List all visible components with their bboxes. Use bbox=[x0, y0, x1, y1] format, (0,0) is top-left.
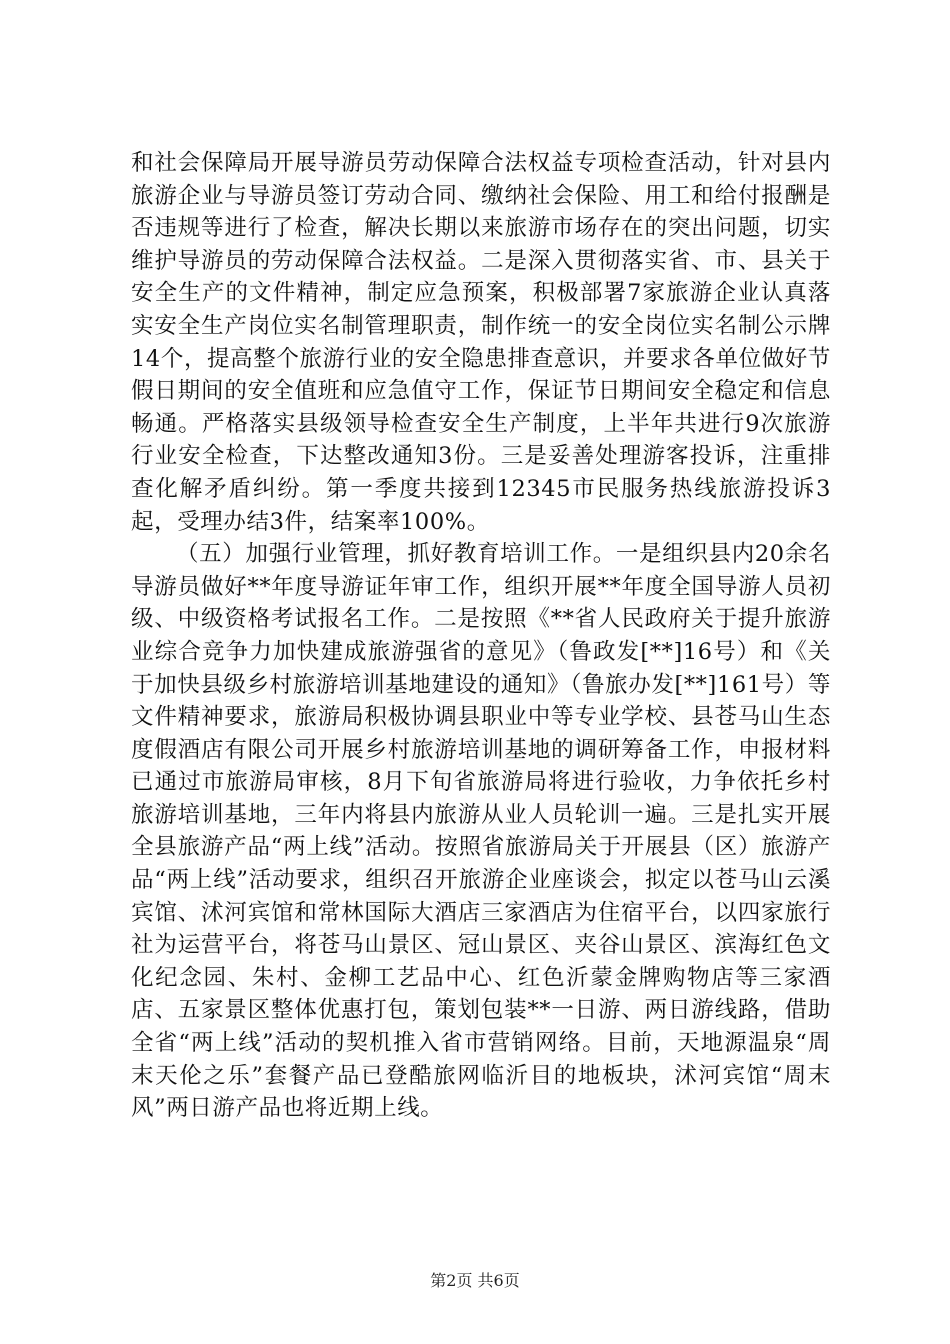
document-body bbox=[131, 147, 831, 1125]
paragraph-1: 和社会保障局开展导游员劳动保障合法权益专项检查活动，针对县内旅游企业与导游员签订劳动合同、缴纳社会保险、用工和给付报酬是否违规等进行了检查，解决长期以来旅游市场存在的突出问题，切实维护导游员的劳动保障合法权益。二是深入贯彻落实省、市、县关于安全生产的文件精神，制定应急预案，积极部署7家旅游企业认真落实安全生产岗位实名制管理职责，制作统一的安全岗位实名制公示牌14个，提高整个旅游行业的安全隐患排查意识，并要求各单位做好节假日期间的安全值班和应急值守工作，保证节日期间安全稳定和信息畅通。严格落实县级领导检查安全生产制度，上半年共进行9次旅游行业安全检查，下达整改通知3份。三是妥善处理游客投诉，注重排查化解矛盾纠纷。第一季度共接到12345市民服务热线旅游投诉3起，受理办结3件，结案率100%。 bbox=[131, 150, 831, 535]
paragraph-2: （五）加强行业管理，抓好教育培训工作。一是组织县内20余名导游员做好**年度导游证年审工作，组织开展**年度全国导游人员初级、中级资格考试报名工作。二是按照《**省人民政府关于提升旅游业综合竞争力加快建成旅游强省的意见》（鲁政发[**]16号）和《关于加快县级乡村旅游培训基地建设的通知》（鲁旅办发[**]161号）等文件精神要求，旅游局积极协调县职业中等专业学校、县苍马山生态度假酒店有限公司开展乡村旅游培训基地的调研筹备工作，申报材料已通过市旅游局审核，8月下旬省旅游局将进行验收，力争依托乡村旅游培训基地，三年内将县内旅游从业人员轮训一遍。三是扎实开展全县旅游产品“两上线”活动。按照省旅游局关于开展县（区）旅游产品“两上线”活动要求，组织召开旅游企业座谈会，拟定以苍马山云溪宾馆、沭河宾馆和常林国际大酒店三家酒店为住宿平台，以四家旅行社为运营平台，将苍马山景区、冠山景区、夹谷山景区、滨海红色文化纪念园、朱村、金柳工艺品中心、红色沂蒙金牌购物店等三家酒店、五家景区整体优惠打包，策划包装**一日游、两日游线路，借助全省“两上线”活动的契机推入省市营销网络。目前，天地源温泉“周末天伦之乐”套餐产品已登酷旅网临沂目的地板块，沭河宾馆“周末风”两日游产品也将近期上线。 bbox=[131, 541, 831, 1122]
page-number: 第2页 共6页 bbox=[430, 1271, 520, 1290]
